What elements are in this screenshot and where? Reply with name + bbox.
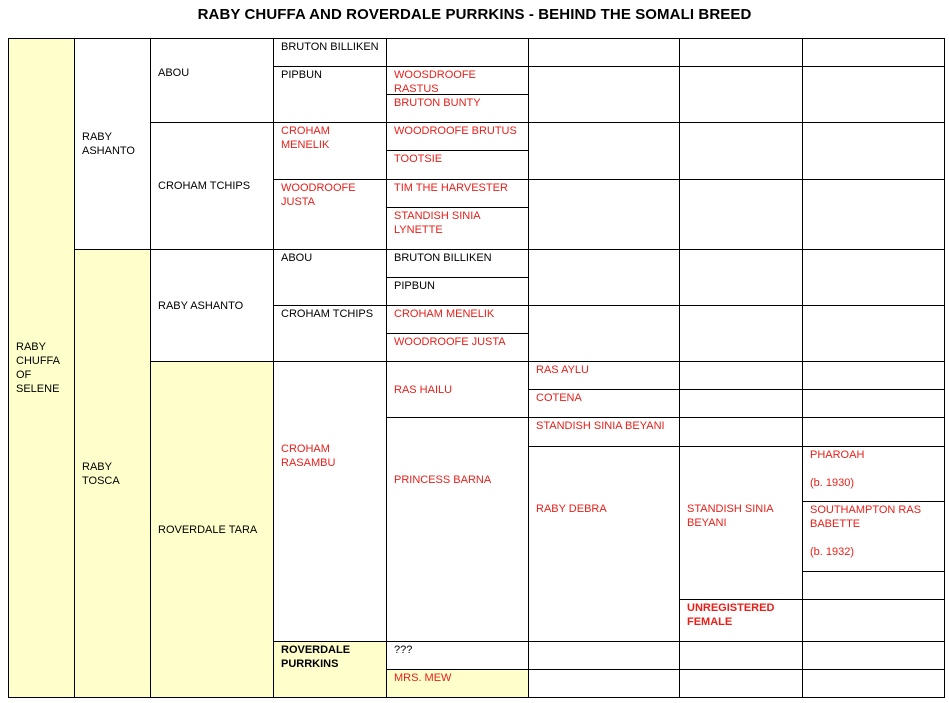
g5-purrkins-dam: MRS. MEW [387, 670, 529, 698]
g4-abou-dam: PIPBUN [274, 67, 387, 123]
g6-barna-sire: STANDISH SINIA BEYANI [529, 418, 680, 447]
dam-sire-cell: RABY ASHANTO [151, 250, 274, 362]
g8-blank-1 [803, 39, 945, 67]
g7-blank-11 [680, 670, 803, 698]
pedigree-chart [8, 38, 945, 698]
g6-hailu-sire: RAS AYLU [529, 362, 680, 390]
g4-tchips-sire: CROHAM MENELIK [274, 123, 387, 180]
g8-blank-5 [803, 250, 945, 306]
g5-menelik-sire: WOODROOFE BRUTUS [387, 123, 529, 151]
g8-blank-3 [803, 123, 945, 180]
g5-pipbun-sire: WOOSDROOFE RASTUS [387, 67, 529, 95]
g7-debra-sire: STANDISH SINIA BEYANI [680, 447, 803, 600]
page-title: RABY CHUFFA AND ROVERDALE PURRKINS - BEHIND THE SOMALI BREED [197, 6, 752, 23]
g8-blank-11 [803, 600, 945, 642]
g7-debra-dam: UNREGISTERED FEMALE [680, 600, 803, 642]
g4-tchips2: CROHAM TCHIPS [274, 306, 387, 362]
g8-beyani-dam: SOUTHAMPTON RAS BABETTE (b. 1932) [803, 502, 945, 572]
g5-menelik-dam: TOOTSIE [387, 151, 529, 180]
dam-cell: RABY TOSCA [75, 250, 151, 698]
g8-blank-4 [803, 180, 945, 250]
subject-cell: RABY CHUFFA OF SELENE [9, 39, 75, 698]
g5-justa-sire: TIM THE HARVESTER [387, 180, 529, 208]
g6-hailu-dam: COTENA [529, 390, 680, 418]
g5-tchips2-dam: WOODROOFE JUSTA [387, 334, 529, 362]
g5-rasambu-dam: PRINCESS BARNA [387, 418, 529, 642]
dam-dam-cell: ROVERDALE TARA [151, 362, 274, 698]
g7-blank-6 [680, 306, 803, 362]
g6-blank-5 [529, 250, 680, 306]
g5-abou2-sire: BRUTON BILLIKEN [387, 250, 529, 278]
g4-abou-sire: BRUTON BILLIKEN [274, 39, 387, 67]
g5-purrkins-sire: ??? [387, 642, 529, 670]
g8-blank-6 [803, 306, 945, 362]
g4-tchips-dam: WOODROOFE JUSTA [274, 180, 387, 250]
g6-blank-7 [529, 642, 680, 670]
g8-blank-9 [803, 418, 945, 447]
g4-abou2: ABOU [274, 250, 387, 306]
g4-tara-sire: CROHAM RASAMBU [274, 362, 387, 642]
g8-beyani-sire: PHAROAH (b. 1930) [803, 447, 945, 502]
g6-blank-1 [529, 39, 680, 67]
g6-blank-6 [529, 306, 680, 362]
g7-blank-2 [680, 67, 803, 123]
g6-blank-8 [529, 670, 680, 698]
g7-blank-3 [680, 123, 803, 180]
g6-blank-2 [529, 67, 680, 123]
g7-blank-1 [680, 39, 803, 67]
sire-cell: RABY ASHANTO [75, 39, 151, 250]
g8-blank-2 [803, 67, 945, 123]
g7-blank-8 [680, 390, 803, 418]
g5-blank-1 [387, 39, 529, 67]
g6-blank-3 [529, 123, 680, 180]
sire-sire-cell: ABOU [151, 39, 274, 123]
g8-blank-7 [803, 362, 945, 390]
g8-blank-12 [803, 642, 945, 670]
g8-blank-8 [803, 390, 945, 418]
g6-blank-4 [529, 180, 680, 250]
sire-dam-cell: CROHAM TCHIPS [151, 123, 274, 250]
g7-blank-5 [680, 250, 803, 306]
g4-tara-dam: ROVERDALE PURRKINS [274, 642, 387, 698]
g7-blank-9 [680, 418, 803, 447]
g7-blank-10 [680, 642, 803, 670]
g8-blank-13 [803, 670, 945, 698]
g5-pipbun-dam: BRUTON BUNTY [387, 95, 529, 123]
g5-abou2-dam: PIPBUN [387, 278, 529, 306]
g6-barna-dam: RABY DEBRA [529, 447, 680, 642]
g5-justa-dam: STANDISH SINIA LYNETTE [387, 208, 529, 250]
g7-blank-7 [680, 362, 803, 390]
g5-tchips2-sire: CROHAM MENELIK [387, 306, 529, 334]
g8-blank-10 [803, 572, 945, 600]
g7-blank-4 [680, 180, 803, 250]
g5-rasambu-sire: RAS HAILU [387, 362, 529, 418]
